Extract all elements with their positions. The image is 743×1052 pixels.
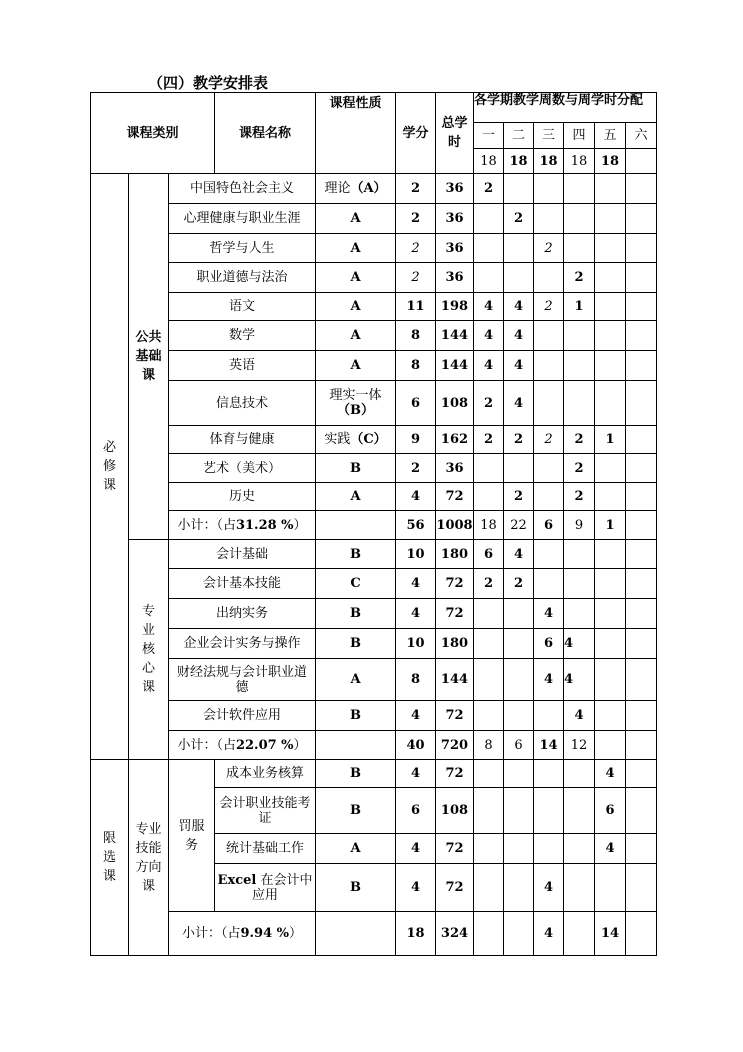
course-credit: 4 xyxy=(396,760,436,788)
semester-hours-2 xyxy=(504,454,534,483)
course-hours: 180 xyxy=(436,540,474,569)
semester-hours-5 xyxy=(595,659,626,701)
semester-hours-6 xyxy=(626,731,657,760)
course-nature: B xyxy=(316,454,396,483)
semester-hours-2 xyxy=(504,912,534,956)
semester-hours-1 xyxy=(474,599,504,629)
table-row xyxy=(91,659,657,701)
page-title: （四）教学安排表 xyxy=(148,74,269,92)
course-credit: 4 xyxy=(396,701,436,731)
semester-hours-3 xyxy=(534,263,564,293)
semester-hours-3 xyxy=(534,540,564,569)
semester-hours-5 xyxy=(595,483,626,511)
semester-hours-1 xyxy=(474,912,504,956)
course-nature: A xyxy=(316,351,396,381)
table-row xyxy=(91,263,657,293)
semester-hours-5 xyxy=(595,599,626,629)
semester-hours-1: 2 xyxy=(474,174,504,204)
semester-hours-2 xyxy=(504,174,534,204)
course-hours: 72 xyxy=(436,483,474,511)
course-credit: 2 xyxy=(396,263,436,293)
semester-hours-5: 1 xyxy=(595,511,626,540)
semester-hours-1 xyxy=(474,454,504,483)
semester-hours-6 xyxy=(626,540,657,569)
table-row xyxy=(91,351,657,381)
course-name: 统计基础工作 xyxy=(215,834,316,864)
course-hours: 180 xyxy=(436,629,474,659)
semester-header-6: 六 xyxy=(626,123,657,149)
semester-hours-6 xyxy=(626,321,657,351)
table-row xyxy=(91,381,657,426)
course-credit: 9 xyxy=(396,426,436,454)
semester-hours-4 xyxy=(564,788,595,834)
semester-hours-4 xyxy=(564,234,595,263)
group-required: 必修课 xyxy=(91,174,129,760)
table-row xyxy=(91,174,657,204)
semester-hours-6 xyxy=(626,204,657,234)
table-row xyxy=(91,540,657,569)
semester-hours-3: 6 xyxy=(534,511,564,540)
semester-hours-5 xyxy=(595,351,626,381)
semester-header-5: 五 xyxy=(595,123,626,149)
semester-hours-5 xyxy=(595,204,626,234)
semester-hours-6 xyxy=(626,629,657,659)
semester-hours-1 xyxy=(474,659,504,701)
semester-header-2: 二 xyxy=(504,123,534,149)
table-row xyxy=(91,599,657,629)
header-credit: 学分 xyxy=(396,93,436,174)
subtotal-row xyxy=(91,912,657,956)
semester-hours-6 xyxy=(626,864,657,912)
semester-hours-4 xyxy=(564,864,595,912)
semester-hours-5 xyxy=(595,263,626,293)
semester-hours-5 xyxy=(595,629,626,659)
course-credit: 2 xyxy=(396,234,436,263)
course-credit: 4 xyxy=(396,864,436,912)
semester-hours-4 xyxy=(564,569,595,599)
subtotal-percent: 22.07 % xyxy=(235,737,294,753)
course-name: 职业道德与法治 xyxy=(169,263,316,293)
semester-hours-5: 4 xyxy=(595,760,626,788)
course-hours: 144 xyxy=(436,659,474,701)
semester-hours-3 xyxy=(534,321,564,351)
course-name: 历史 xyxy=(169,483,316,511)
group-service: 罚服务 xyxy=(169,760,215,912)
course-name: 财经法规与会计职业道 德 xyxy=(169,659,316,701)
course-nature: B xyxy=(316,540,396,569)
semester-hours-4: 9 xyxy=(564,511,595,540)
semester-hours-5: 14 xyxy=(595,912,626,956)
course-name: 成本业务核算 xyxy=(215,760,316,788)
course-hours: 36 xyxy=(436,454,474,483)
table-row xyxy=(91,701,657,731)
course-nature: A xyxy=(316,659,396,701)
semester-hours-5 xyxy=(595,174,626,204)
semester-hours-3 xyxy=(534,569,564,599)
subtotal-label: 小计：（占22.07 %） xyxy=(169,731,316,760)
semester-hours-4 xyxy=(564,540,595,569)
semester-hours-3: 6 xyxy=(534,629,564,659)
semester-hours-2: 2 xyxy=(504,426,534,454)
semester-hours-3 xyxy=(534,351,564,381)
semester-hours-1 xyxy=(474,263,504,293)
course-name: 会计基本技能 xyxy=(169,569,316,599)
semester-hours-1 xyxy=(474,483,504,511)
course-nature: B xyxy=(316,701,396,731)
semester-hours-1 xyxy=(474,760,504,788)
semester-hours-6 xyxy=(626,454,657,483)
semester-hours-4: 4 xyxy=(564,629,595,659)
table-row xyxy=(91,426,657,454)
table-row xyxy=(91,483,657,511)
semester-hours-2: 2 xyxy=(504,483,534,511)
semester-hours-5 xyxy=(595,293,626,321)
semester-hours-6 xyxy=(626,234,657,263)
table-row xyxy=(91,629,657,659)
course-hours: 108 xyxy=(436,788,474,834)
course-name: 会计职业技能考证 xyxy=(215,788,316,834)
course-name: 心理健康与职业生涯 xyxy=(169,204,316,234)
course-hours: 72 xyxy=(436,864,474,912)
course-name: 数学 xyxy=(169,321,316,351)
semester-hours-3: 2 xyxy=(534,234,564,263)
semester-hours-2: 22 xyxy=(504,511,534,540)
semester-hours-3 xyxy=(534,454,564,483)
semester-header-3: 三 xyxy=(534,123,564,149)
course-credit: 4 xyxy=(396,483,436,511)
course-nature: A xyxy=(316,834,396,864)
semester-hours-5 xyxy=(595,321,626,351)
semester-hours-3 xyxy=(534,204,564,234)
course-nature: 理实一体（B） xyxy=(316,381,396,426)
subtotal-row xyxy=(91,511,657,540)
course-nature: 实践（C） xyxy=(316,426,396,454)
semester-hours-6 xyxy=(626,760,657,788)
course-nature: B xyxy=(316,864,396,912)
subtotal-credit: 40 xyxy=(396,731,436,760)
semester-hours-2: 4 xyxy=(504,540,534,569)
subtotal-credit: 56 xyxy=(396,511,436,540)
semester-hours-4 xyxy=(564,321,595,351)
semester-hours-4: 2 xyxy=(564,426,595,454)
semester-hours-2 xyxy=(504,701,534,731)
subtotal-label: 小计：（占9.94 %） xyxy=(169,912,316,956)
semester-hours-1: 4 xyxy=(474,321,504,351)
semester-hours-3 xyxy=(534,834,564,864)
semester-hours-1 xyxy=(474,204,504,234)
table-row xyxy=(91,204,657,234)
course-hours: 72 xyxy=(436,760,474,788)
semester-hours-6 xyxy=(626,293,657,321)
semester-hours-5 xyxy=(595,540,626,569)
semester-hours-5: 1 xyxy=(595,426,626,454)
subtotal-credit: 18 xyxy=(396,912,436,956)
semester-hours-2: 2 xyxy=(504,569,534,599)
semester-weeks-1: 18 xyxy=(474,149,504,174)
group-public-basic: 公共基础课 xyxy=(129,174,169,540)
subtotal-nature xyxy=(316,511,396,540)
semester-hours-2: 2 xyxy=(504,204,534,234)
semester-hours-3: 4 xyxy=(534,599,564,629)
semester-hours-4 xyxy=(564,912,595,956)
course-hours: 36 xyxy=(436,234,474,263)
semester-hours-2 xyxy=(504,760,534,788)
semester-hours-3 xyxy=(534,788,564,834)
course-credit: 10 xyxy=(396,540,436,569)
course-name: 语文 xyxy=(169,293,316,321)
semester-hours-3 xyxy=(534,760,564,788)
semester-hours-4 xyxy=(564,834,595,864)
semester-hours-2 xyxy=(504,599,534,629)
course-hours: 162 xyxy=(436,426,474,454)
table-row xyxy=(91,321,657,351)
subtotal-nature xyxy=(316,731,396,760)
semester-weeks-2: 18 xyxy=(504,149,534,174)
header-nature: 课程性质 xyxy=(316,93,396,174)
course-nature: A xyxy=(316,483,396,511)
semester-hours-4: 2 xyxy=(564,483,595,511)
course-hours: 198 xyxy=(436,293,474,321)
course-name: 企业会计实务与操作 xyxy=(169,629,316,659)
subtotal-row xyxy=(91,731,657,760)
semester-hours-1: 18 xyxy=(474,511,504,540)
semester-hours-5 xyxy=(595,731,626,760)
semester-hours-6 xyxy=(626,174,657,204)
semester-hours-1: 4 xyxy=(474,351,504,381)
course-nature: B xyxy=(316,599,396,629)
semester-hours-5 xyxy=(595,864,626,912)
course-name: Excel 在会计中 应用 xyxy=(215,864,316,912)
semester-hours-1: 4 xyxy=(474,293,504,321)
course-credit: 6 xyxy=(396,381,436,426)
semester-hours-2 xyxy=(504,659,534,701)
course-hours: 36 xyxy=(436,204,474,234)
subtotal-hours: 324 xyxy=(436,912,474,956)
course-hours: 72 xyxy=(436,834,474,864)
semester-hours-2 xyxy=(504,263,534,293)
course-name: 哲学与人生 xyxy=(169,234,316,263)
course-name: 信息技术 xyxy=(169,381,316,426)
semester-hours-4 xyxy=(564,381,595,426)
subtotal-hours: 1008 xyxy=(436,511,474,540)
table-row xyxy=(91,234,657,263)
course-nature: A xyxy=(316,263,396,293)
course-hours: 72 xyxy=(436,599,474,629)
course-credit: 10 xyxy=(396,629,436,659)
semester-hours-4 xyxy=(564,351,595,381)
course-credit: 8 xyxy=(396,351,436,381)
semester-hours-3: 4 xyxy=(534,912,564,956)
semester-header-4: 四 xyxy=(564,123,595,149)
semester-hours-5 xyxy=(595,569,626,599)
semester-hours-6 xyxy=(626,599,657,629)
semester-hours-4: 2 xyxy=(564,263,595,293)
semester-hours-1: 6 xyxy=(474,540,504,569)
course-name: 体育与健康 xyxy=(169,426,316,454)
course-hours: 36 xyxy=(436,174,474,204)
course-credit: 4 xyxy=(396,569,436,599)
table-row xyxy=(91,293,657,321)
semester-hours-6 xyxy=(626,263,657,293)
course-hours: 72 xyxy=(436,569,474,599)
semester-hours-6 xyxy=(626,912,657,956)
semester-hours-2 xyxy=(504,864,534,912)
course-credit: 8 xyxy=(396,659,436,701)
course-name-bold: Excel xyxy=(217,872,257,888)
semester-weeks-4: 18 xyxy=(564,149,595,174)
semester-hours-1 xyxy=(474,629,504,659)
semester-hours-3 xyxy=(534,174,564,204)
semester-hours-6 xyxy=(626,483,657,511)
course-hours: 36 xyxy=(436,263,474,293)
semester-hours-1: 8 xyxy=(474,731,504,760)
semester-hours-4: 2 xyxy=(564,454,595,483)
semester-hours-3 xyxy=(534,381,564,426)
semester-hours-4 xyxy=(564,204,595,234)
subtotal-hours: 720 xyxy=(436,731,474,760)
semester-hours-1 xyxy=(474,788,504,834)
semester-hours-2: 4 xyxy=(504,381,534,426)
course-nature: A xyxy=(316,321,396,351)
semester-hours-6 xyxy=(626,834,657,864)
semester-hours-1 xyxy=(474,864,504,912)
course-nature: A xyxy=(316,234,396,263)
course-hours: 108 xyxy=(436,381,474,426)
course-credit: 2 xyxy=(396,454,436,483)
course-name: 中国特色社会主义 xyxy=(169,174,316,204)
semester-hours-4 xyxy=(564,760,595,788)
semester-hours-5: 4 xyxy=(595,834,626,864)
course-name: 出纳实务 xyxy=(169,599,316,629)
course-credit: 4 xyxy=(396,834,436,864)
group-limited: 限选课 xyxy=(91,760,129,956)
course-nature: B xyxy=(316,760,396,788)
semester-hours-1: 2 xyxy=(474,569,504,599)
semester-hours-2 xyxy=(504,629,534,659)
course-nature: A xyxy=(316,293,396,321)
semester-hours-3: 2 xyxy=(534,426,564,454)
course-credit: 2 xyxy=(396,204,436,234)
semester-hours-1 xyxy=(474,701,504,731)
course-nature: C xyxy=(316,569,396,599)
semester-hours-5 xyxy=(595,454,626,483)
semester-weeks-5: 18 xyxy=(595,149,626,174)
semester-hours-1 xyxy=(474,234,504,263)
semester-header-1: 一 xyxy=(474,123,504,149)
semester-hours-3: 14 xyxy=(534,731,564,760)
semester-hours-2 xyxy=(504,788,534,834)
course-name: 会计软件应用 xyxy=(169,701,316,731)
semester-hours-2 xyxy=(504,834,534,864)
semester-hours-1: 2 xyxy=(474,381,504,426)
semester-hours-4: 12 xyxy=(564,731,595,760)
group-major-core: 专业核心课 xyxy=(129,540,169,760)
semester-hours-5: 6 xyxy=(595,788,626,834)
semester-hours-6 xyxy=(626,659,657,701)
semester-hours-6 xyxy=(626,426,657,454)
semester-hours-1: 2 xyxy=(474,426,504,454)
header-name: 课程名称 xyxy=(215,93,316,174)
course-credit: 2 xyxy=(396,174,436,204)
subtotal-nature xyxy=(316,912,396,956)
semester-hours-4: 4 xyxy=(564,701,595,731)
semester-hours-5 xyxy=(595,381,626,426)
semester-hours-2: 4 xyxy=(504,293,534,321)
table-row xyxy=(91,569,657,599)
semester-hours-2: 4 xyxy=(504,351,534,381)
header-category: 课程类别 xyxy=(91,93,215,174)
semester-hours-4 xyxy=(564,174,595,204)
semester-hours-6 xyxy=(626,351,657,381)
course-nature: 理论（A） xyxy=(316,174,396,204)
semester-hours-6 xyxy=(626,381,657,426)
semester-hours-6 xyxy=(626,788,657,834)
semester-hours-2: 6 xyxy=(504,731,534,760)
semester-hours-3 xyxy=(534,483,564,511)
subtotal-label: 小计：（占31.28 %） xyxy=(169,511,316,540)
subtotal-percent: 31.28 % xyxy=(235,517,294,533)
course-credit: 11 xyxy=(396,293,436,321)
course-hours: 144 xyxy=(436,321,474,351)
course-hours: 144 xyxy=(436,351,474,381)
semester-weeks-3: 18 xyxy=(534,149,564,174)
semester-hours-2: 4 xyxy=(504,321,534,351)
course-name: 会计基础 xyxy=(169,540,316,569)
semester-hours-5 xyxy=(595,234,626,263)
course-nature: B xyxy=(316,788,396,834)
semester-hours-3: 4 xyxy=(534,659,564,701)
semester-hours-6 xyxy=(626,569,657,599)
course-name: 艺术（美术） xyxy=(169,454,316,483)
semester-hours-1 xyxy=(474,834,504,864)
semester-hours-3 xyxy=(534,701,564,731)
semester-hours-4: 1 xyxy=(564,293,595,321)
header-hours: 总学时 xyxy=(436,93,474,174)
semester-hours-4: 4 xyxy=(564,659,595,701)
semester-hours-2 xyxy=(504,234,534,263)
teaching-schedule-table xyxy=(90,92,657,956)
course-credit: 8 xyxy=(396,321,436,351)
semester-hours-3: 4 xyxy=(534,864,564,912)
course-credit: 6 xyxy=(396,788,436,834)
semester-weeks-6 xyxy=(626,149,657,174)
course-nature: B xyxy=(316,629,396,659)
header-semester-group: 各学期教学周数与周学时分配 xyxy=(474,93,657,123)
semester-hours-5 xyxy=(595,701,626,731)
table-row xyxy=(91,760,657,788)
semester-hours-6 xyxy=(626,511,657,540)
table-row xyxy=(91,454,657,483)
course-hours: 72 xyxy=(436,701,474,731)
course-credit: 4 xyxy=(396,599,436,629)
course-name: 英语 xyxy=(169,351,316,381)
group-skill-direction: 专业技能方向课 xyxy=(129,760,169,956)
semester-hours-4 xyxy=(564,599,595,629)
subtotal-percent: 9.94 % xyxy=(240,926,290,941)
course-nature: A xyxy=(316,204,396,234)
semester-hours-3: 2 xyxy=(534,293,564,321)
semester-hours-6 xyxy=(626,701,657,731)
